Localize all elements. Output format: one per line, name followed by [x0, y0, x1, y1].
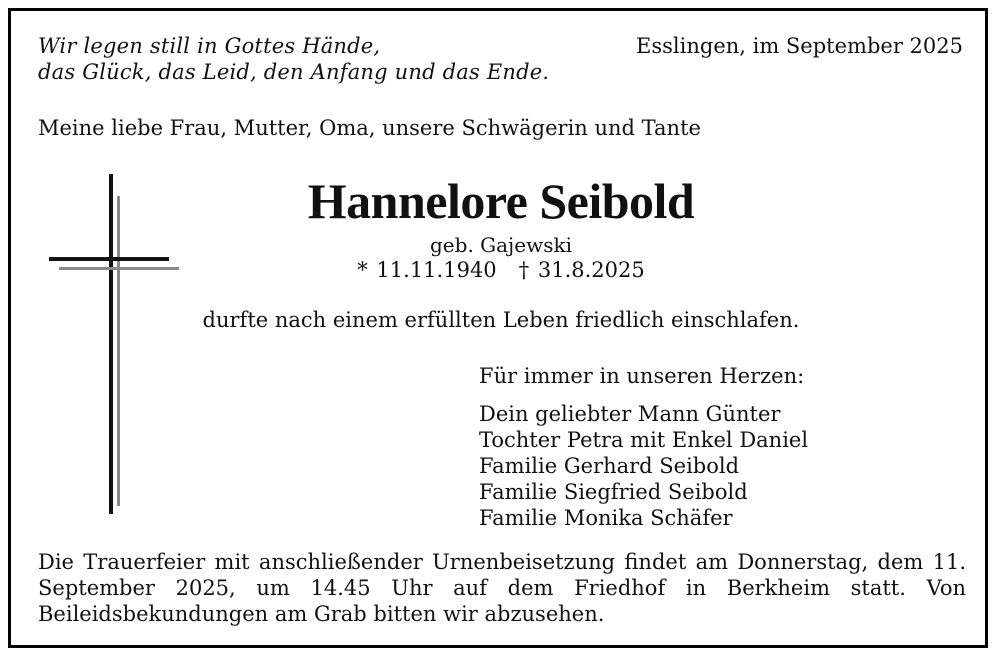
mourner-name: Familie Monika Schäfer — [479, 506, 733, 530]
obituary-notice — [8, 8, 988, 648]
birth-date: * 11.11.1940 — [357, 258, 497, 282]
mourner-name: Tochter Petra mit Enkel Daniel — [479, 428, 809, 452]
mourner-name: Familie Siegfried Seibold — [479, 480, 748, 504]
ceremony-text: Die Trauerfeier mit anschließender Urnenbeisetzung findet am Donnerstag, dem 11. September 2025, um 14.45 Uhr auf dem Friedhof in Berkheim statt. Von Beileidsbekundungen am Grab bitten wir abzusehen. — [38, 550, 966, 626]
passing-text: durfte nach einem erfüllten Leben friedlich einschlafen. — [202, 308, 800, 332]
place-date: Esslingen, im September 2025 — [636, 34, 963, 58]
intro-text: Meine liebe Frau, Mutter, Oma, unsere Schwägerin und Tante — [38, 116, 701, 140]
mourners-list — [479, 363, 808, 531]
verse-line-2: das Glück, das Leid, den Anfang und das Ende. — [38, 60, 550, 84]
mourners-heading: Für immer in unseren Herzen: — [479, 364, 805, 388]
deceased-name: Hannelore Seibold — [307, 173, 695, 229]
mourner-name: Familie Gerhard Seibold — [479, 454, 740, 478]
death-date: † 31.8.2025 — [518, 258, 645, 282]
life-dates — [11, 257, 991, 283]
mourner-name: Dein geliebter Mann Günter — [479, 402, 781, 426]
verse-line-1: Wir legen still in Gottes Hände, — [38, 34, 381, 58]
birth-name: geb. Gajewski — [430, 233, 572, 257]
verse — [38, 33, 549, 85]
